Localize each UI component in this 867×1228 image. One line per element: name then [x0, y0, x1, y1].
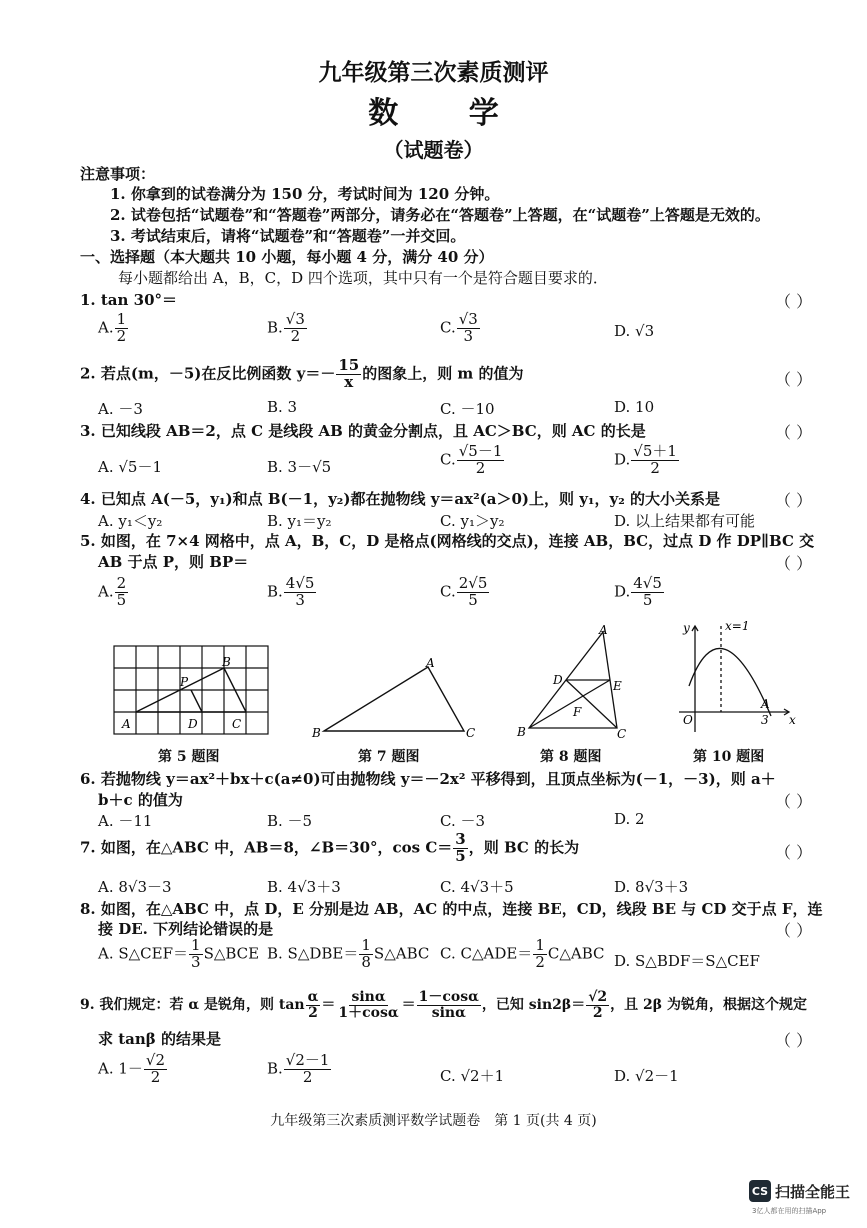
q5-option-d: D. $\frac{4√5}{5}$ — [614, 574, 662, 609]
q2-option-b: B. 3 — [267, 398, 298, 416]
q3-option-b: B. 3－√5 — [267, 458, 332, 476]
q6-option-a: A. －11 — [98, 812, 153, 830]
fig7-label-a: A — [426, 656, 435, 670]
question-9-stem: 9. 我们规定：若 α 是锐角，则 tan $\frac{\alpha}{2}$ ＝ $\frac{\sin\alpha}{1+\cos\alpha}$ ＝ $\frac{1-\cos\alpha}{\sin\alpha}$ ，已知 sin2β＝ $\frac{√2}{2}$ ，且 2β 为锐角，根据这个规定 — [80, 989, 807, 1021]
q6-option-d: D. 2 — [614, 810, 645, 828]
fig5-label-b: B — [222, 655, 231, 669]
q1-option-c: C. $\frac{√3}{3}$ — [440, 310, 478, 345]
q4-option-b: B. y₁＝y₂ — [267, 512, 332, 530]
figure-7-caption: 第 7 题图 — [358, 749, 420, 765]
figure-5-caption: 第 5 题图 — [158, 749, 220, 765]
figure-7-triangle — [310, 655, 480, 745]
answer-paren: （ ） — [775, 921, 813, 940]
exam-title: 九年级第三次素质测评 — [318, 59, 549, 86]
question-6-stem-cont: b＋c 的值为 — [98, 791, 183, 809]
q4-option-d: D. 以上结果都有可能 — [614, 512, 756, 530]
answer-paren: （ ） — [775, 792, 813, 811]
question-1-stem: 1. tan 30°＝ — [80, 291, 178, 309]
q3-option-c: C. $\frac{√5-1}{2}$ — [440, 442, 503, 477]
q5-option-a: A. $\frac{2}{5}$ — [98, 574, 127, 609]
question-7-stem: 7. 如图，在△ABC 中，AB＝8，∠B＝30°，cos C＝ $\frac{3}{5}$ ，则 BC 的长为 — [80, 830, 580, 865]
fig5-label-a: A — [122, 717, 131, 731]
q1-option-d: D. √3 — [614, 322, 655, 340]
watermark-tagline: 3亿人都在用的扫描App — [752, 1207, 827, 1215]
q2-option-d: D. 10 — [614, 398, 655, 416]
watermark-name: 扫描全能王 — [775, 1182, 851, 1201]
question-8-stem: 8. 如图，在△ABC 中，点 D，E 分别是边 AB，AC 的中点，连接 BE，CD，线段 BE 与 CD 交于点 F，连 — [80, 900, 823, 918]
answer-paren: （ ） — [775, 423, 813, 442]
q3-option-d: D. $\frac{√5+1}{2}$ — [614, 442, 677, 477]
fig10-label-x: x — [789, 713, 796, 727]
figure-10-parabola — [675, 620, 800, 742]
question-6-stem: 6. 若抛物线 y＝ax²＋bx＋c(a≠0)可由抛物线 y＝－2x² 平移得到，且顶点坐标为(－1，－3)，则 a＋ — [80, 770, 776, 788]
fig8-label-e: E — [613, 679, 622, 693]
exam-subject: 数 学 — [368, 96, 529, 131]
section-heading: 一、选择题（本大题共 10 小题，每小题 4 分，满分 40 分） — [80, 248, 494, 266]
q9-option-a: A. 1－ $\frac{√2}{2}$ — [98, 1051, 166, 1086]
q1-option-a: A. $\frac{1}{2}$ — [98, 310, 127, 345]
fig8-label-a: A — [599, 623, 608, 637]
answer-paren: （ ） — [775, 1031, 813, 1050]
question-5-stem-cont: AB 于点 P，则 BP＝ — [98, 553, 249, 571]
q3-option-a: A. √5－1 — [98, 458, 163, 476]
q5-option-c: C. $\frac{2√5}{5}$ — [440, 574, 488, 609]
notice-heading: 注意事项： — [80, 165, 156, 183]
q7-option-c: C. 4√3＋5 — [440, 878, 514, 896]
fig5-label-p: P — [180, 675, 189, 689]
q8-option-d: D. S△BDF＝S△CEF — [614, 952, 760, 970]
q8-option-a: A. S△CEF＝ $\frac{1}{3}$ S△BCE — [98, 936, 260, 971]
figure-5-grid — [108, 642, 273, 742]
fig10-label-a: A — [761, 697, 770, 711]
q7-option-a: A. 8√3－3 — [98, 878, 172, 896]
answer-paren: （ ） — [775, 554, 813, 573]
q6-option-b: B. －5 — [267, 812, 313, 830]
fig7-label-b: B — [312, 726, 321, 740]
answer-paren: （ ） — [775, 491, 813, 510]
question-9-stem-cont: 求 tanβ 的结果是 — [98, 1030, 221, 1048]
q2-option-c: C. －10 — [440, 400, 495, 418]
q6-option-c: C. －3 — [440, 812, 486, 830]
notice-item: 3. 考试结束后，请将“试题卷”和“答题卷”一并交回。 — [110, 227, 466, 245]
fig10-label-3: 3 — [761, 713, 769, 727]
q9-option-c: C. √2＋1 — [440, 1067, 505, 1085]
fig8-label-d: D — [553, 673, 563, 687]
scanner-watermark — [749, 1180, 850, 1202]
q9-option-b: B. $\frac{√2-1}{2}$ — [267, 1051, 330, 1086]
question-4-stem: 4. 已知点 A(－5，y₁)和点 B(－1，y₂)都在抛物线 y＝ax²(a＞0)上，则 y₁，y₂ 的大小关系是 — [80, 490, 721, 508]
section-instruction: 每小题都给出 A，B，C，D 四个选项，其中只有一个是符合题目要求的． — [118, 269, 608, 287]
fig8-label-b: B — [517, 725, 526, 739]
q8-option-b: B. S△DBE＝ $\frac{1}{8}$ S△ABC — [267, 936, 430, 971]
fig8-label-f: F — [573, 705, 582, 719]
fig5-label-d: D — [188, 717, 198, 731]
q4-option-a: A. y₁＜y₂ — [98, 512, 163, 530]
fig8-label-c: C — [617, 727, 627, 741]
q7-option-d: D. 8√3＋3 — [614, 878, 689, 896]
camscanner-logo-icon: CS — [749, 1180, 771, 1202]
figure-10-caption: 第 10 题图 — [693, 749, 765, 765]
fig7-label-c: C — [466, 726, 476, 740]
answer-paren: （ ） — [775, 370, 813, 389]
fig10-label-o: O — [683, 713, 693, 727]
page-footer: 九年级第三次素质测评数学试题卷 第 1 页(共 4 页) — [270, 1113, 597, 1129]
paper-type: （试题卷） — [383, 138, 484, 162]
q2-option-a: A. －3 — [98, 400, 143, 418]
q8-option-c: C. C△ADE＝ $\frac{1}{2}$ C△ABC — [440, 936, 605, 971]
fig10-label-y: y — [683, 621, 690, 635]
question-8-stem-cont: 接 DE. 下列结论错误的是 — [98, 920, 274, 938]
q9-option-d: D. √2－1 — [614, 1067, 679, 1085]
question-3-stem: 3. 已知线段 AB＝2，点 C 是线段 AB 的黄金分割点，且 AC＞BC，则 AC 的长是 — [80, 422, 646, 440]
question-2-stem: 2. 若点(m，－5)在反比例函数 y＝－ $\frac{15}{x}$ 的图象上，则 m 的值为 — [80, 356, 524, 391]
q5-option-b: B. $\frac{4√5}{3}$ — [267, 574, 315, 609]
answer-paren: （ ） — [775, 292, 813, 311]
fig10-label-axis: x=1 — [725, 620, 750, 633]
q4-option-c: C. y₁＞y₂ — [440, 512, 505, 530]
figure-8-caption: 第 8 题图 — [540, 749, 602, 765]
q1-option-b: B. $\frac{√3}{2}$ — [267, 310, 305, 345]
q7-option-b: B. 4√3＋3 — [267, 878, 341, 896]
fig5-label-c: C — [232, 717, 242, 731]
answer-paren: （ ） — [775, 843, 813, 862]
question-5-stem: 5. 如图，在 7×4 网格中，点 A，B，C，D 是格点(网格线的交点)，连接 AB，BC，过点 D 作 DP∥BC 交 — [80, 532, 815, 550]
figure-8-triangle — [515, 622, 635, 744]
notice-item: 1. 你拿到的试卷满分为 150 分，考试时间为 120 分钟。 — [110, 185, 500, 203]
notice-item: 2. 试卷包括“试题卷”和“答题卷”两部分，请务必在“答题卷”上答题，在“试题卷”上答题是无效的。 — [110, 206, 770, 224]
